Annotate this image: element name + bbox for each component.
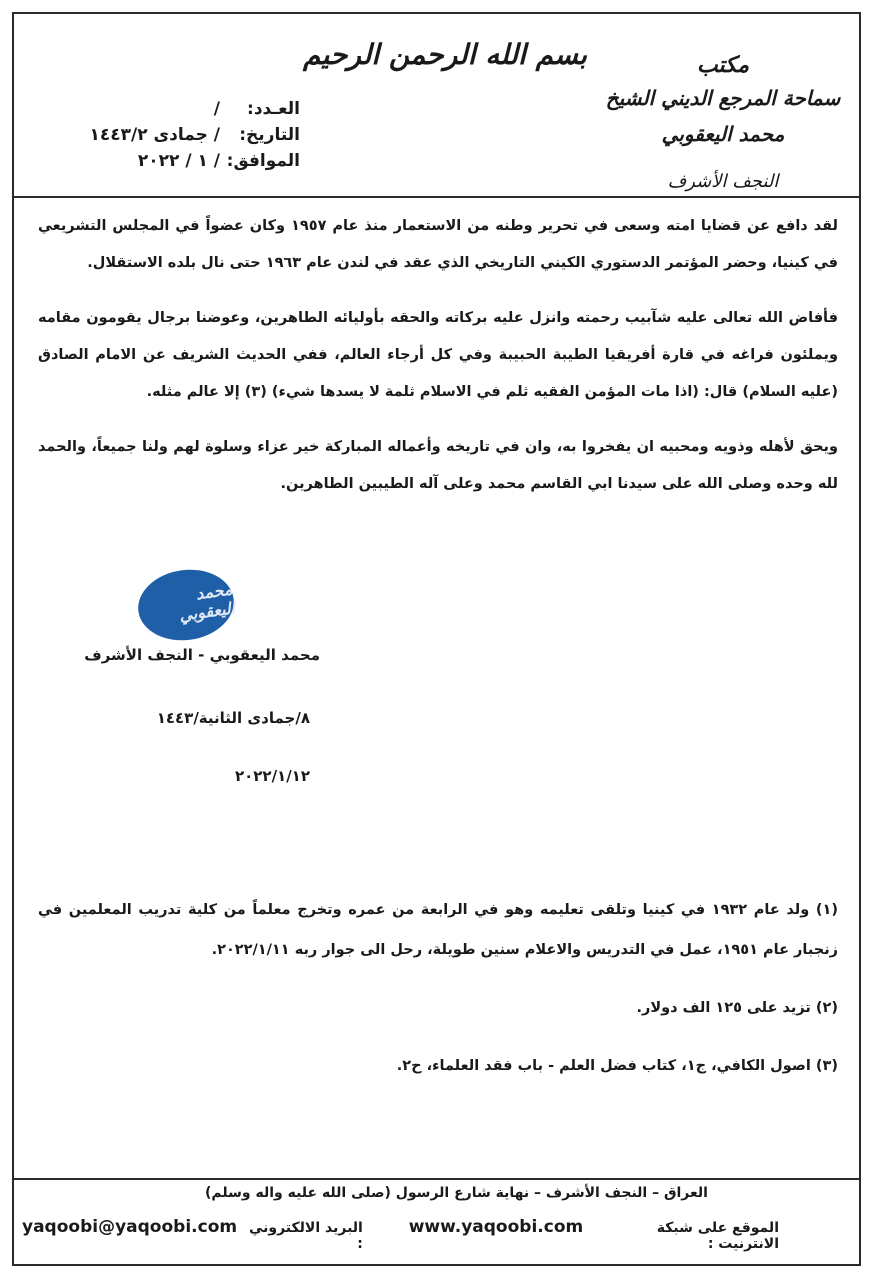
footer-divider — [14, 1178, 859, 1180]
reference-corresponding-row — [60, 148, 300, 174]
email-label: البريد الالكتروني : — [248, 1220, 363, 1252]
corresponding-value: / ١ / ٢٠٢٢ — [137, 151, 220, 171]
signature-hijri-date: ٨/جمادى الثانية/١٤٤٣ — [156, 709, 310, 727]
number-value: / — [213, 99, 220, 119]
website-label: الموقع على شبكة الانترنيت : — [656, 1220, 779, 1252]
email-link[interactable]: yaqoobi@yaqoobi.com — [22, 1217, 238, 1237]
letter-body — [38, 208, 838, 521]
blue-seal-stamp: محمد اليعقوبي — [134, 564, 239, 647]
footnotes — [38, 890, 838, 1104]
office-line-3: النجف الأشرف — [667, 171, 779, 192]
reference-block — [60, 96, 300, 174]
date-value: / جمادى ١٤٤٣/٢ — [89, 125, 220, 145]
footnote: (٣) اصول الكافي، ج١، كتاب فضل العلم - باب فقد العلماء، ح٢. — [396, 1058, 838, 1074]
basmala: بسم الله الرحمن الرحيم — [303, 38, 587, 71]
reference-number-row — [60, 96, 300, 122]
office-line-2: سماحة المرجع الديني الشيخ محمد اليعقوبي — [605, 86, 841, 146]
corresponding-label: الموافق: — [226, 151, 300, 171]
footer-address: العراق – النجف الأشرف – نهاية شارع الرسول (صلى الله عليه واله وسلم) — [205, 1185, 708, 1201]
footnote: (٢) تزيد على ١٢٥ الف دولار. — [636, 1000, 838, 1016]
office-line-1: مكتب — [696, 52, 750, 78]
signature-name: محمد اليعقوبي - النجف الأشرف — [84, 646, 320, 664]
body-paragraph: ويحق لأهله وذويه ومحبيه ان يفخروا به، وان في تاريخه وأعماله المباركة خير عزاء وسلوة لهم ولنا جميعاً، والحمد لله وحده وصلى الله على سيدنا ابي القاسم محمد وعلى آله الطيبين الطاهرين. — [38, 439, 838, 492]
footer-links — [14, 1217, 859, 1252]
body-paragraph: لقد دافع عن قضايا امته وسعى في تحرير وطنه من الاستعمار منذ عام ١٩٥٧ وكان عضواً في المجلس التشريعي في كينيا، وحضر المؤتمر الدستوري الكيني التاريخي الذي عقد في لندن عام ١٩٦٣ حتى نال بلده الاستقلال. — [38, 218, 838, 271]
signature-gregorian-date: ٢٠٢٢/١/١٢ — [234, 767, 310, 785]
date-label: التاريخ: — [239, 125, 300, 145]
footnote: (١) ولد عام ١٩٣٢ في كينيا وتلقى تعليمه وهو في الرابعة من عمره وتخرج معلماً من كلية تدريب المعلمين في زنجبار عام ١٩٥١، عمل في التدريس والاعلام سنين طويلة، رحل الى جوار ربه ٢٠٢٢/١/١١. — [38, 902, 838, 958]
office-heading — [593, 50, 853, 202]
reference-date-row — [60, 122, 300, 148]
body-paragraph: فأفاض الله تعالى عليه شآبيب رحمته وانزل عليه بركاته والحقه بأوليائه الطاهرين، وعوضنا برجال يقومون مقامه ويملئون فراغه في قارة أفريقيا الطيبة الحبيبة وفي كل أرجاء العالم، ففي الحديث الشريف عن الامام الصادق (عليه السلام) قال: (اذا مات المؤمن الفقيه ثلم في الاسلام ثلمة لا يسدها شيء) (٣) إلا عالم مثله. — [38, 310, 838, 400]
number-label: العـدد: — [247, 99, 300, 119]
letter-footer — [14, 1185, 859, 1252]
website-link[interactable]: www.yaqoobi.com — [408, 1217, 584, 1237]
